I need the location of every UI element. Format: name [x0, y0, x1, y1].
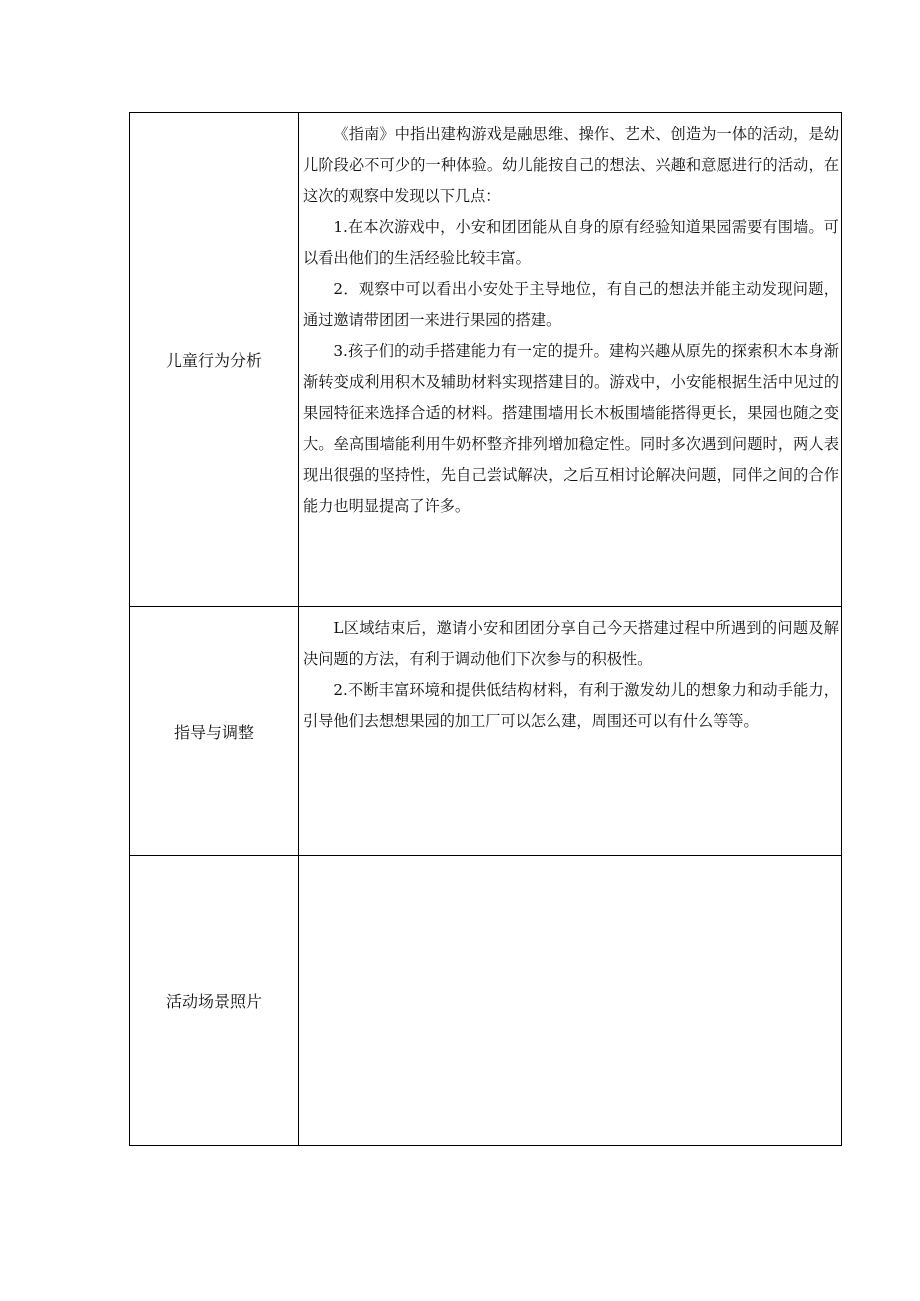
content-guidance-adjustment [299, 607, 842, 856]
photo-area-empty [299, 856, 842, 1146]
label-guidance-adjustment: 指导与调整 [130, 607, 299, 856]
analysis-paragraph-1: 1.在本次游戏中，小安和团团能从自身的原有经验知道果园需要有围墙。可以看出他们的生活经验比较丰富。 [303, 218, 839, 267]
guidance-paragraph-2: 2.不断丰富环境和提供低结构材料，有利于激发幼儿的想象力和动手能力，引导他们去想想果园的加工厂可以怎么建，周围还可以有什么等等。 [303, 681, 839, 730]
analysis-paragraph-3: 3.孩子们的动手搭建能力有一定的提升。建构兴趣从原先的探索积木本身渐渐转变成利用积木及辅助材料实现搭建目的。游戏中，小安能根据生活中见过的果园特征来选择合适的材料。搭建围墙用长木板围墙能搭得更长，果园也随之变大。垒高围墙能利用牛奶杯整齐排列增加稳定性。同时多次遇到问题时，两人表现出很强的坚持性，先自己尝试解决，之后互相讨论解决问题，同伴之间的合作能力也明显提高了许多。 [303, 342, 839, 515]
label-activity-photos: 活动场景照片 [130, 856, 299, 1146]
content-behavior-analysis [299, 113, 842, 607]
row-behavior-analysis [130, 113, 842, 607]
row-guidance-adjustment [130, 607, 842, 856]
analysis-paragraph-intro: 《指南》中指出建构游戏是融思维、操作、艺术、创造为一体的活动，是幼儿阶段必不可少的一种体验。幼儿能按自己的想法、兴趣和意愿进行的活动，在这次的观察中发现以下几点： [303, 125, 839, 205]
label-behavior-analysis: 儿童行为分析 [130, 113, 299, 607]
guidance-paragraph-1: L区域结束后，邀请小安和团团分享自己今天搭建过程中所遇到的问题及解决问题的方法，有利于调动他们下次参与的积极性。 [303, 619, 839, 668]
analysis-paragraph-2: 2．观察中可以看出小安处于主导地位，有自己的想法并能主动发现问题，通过邀请带团团一来进行果园的搭建。 [303, 280, 839, 329]
row-activity-photos [130, 856, 842, 1146]
observation-record-table [129, 112, 842, 1146]
